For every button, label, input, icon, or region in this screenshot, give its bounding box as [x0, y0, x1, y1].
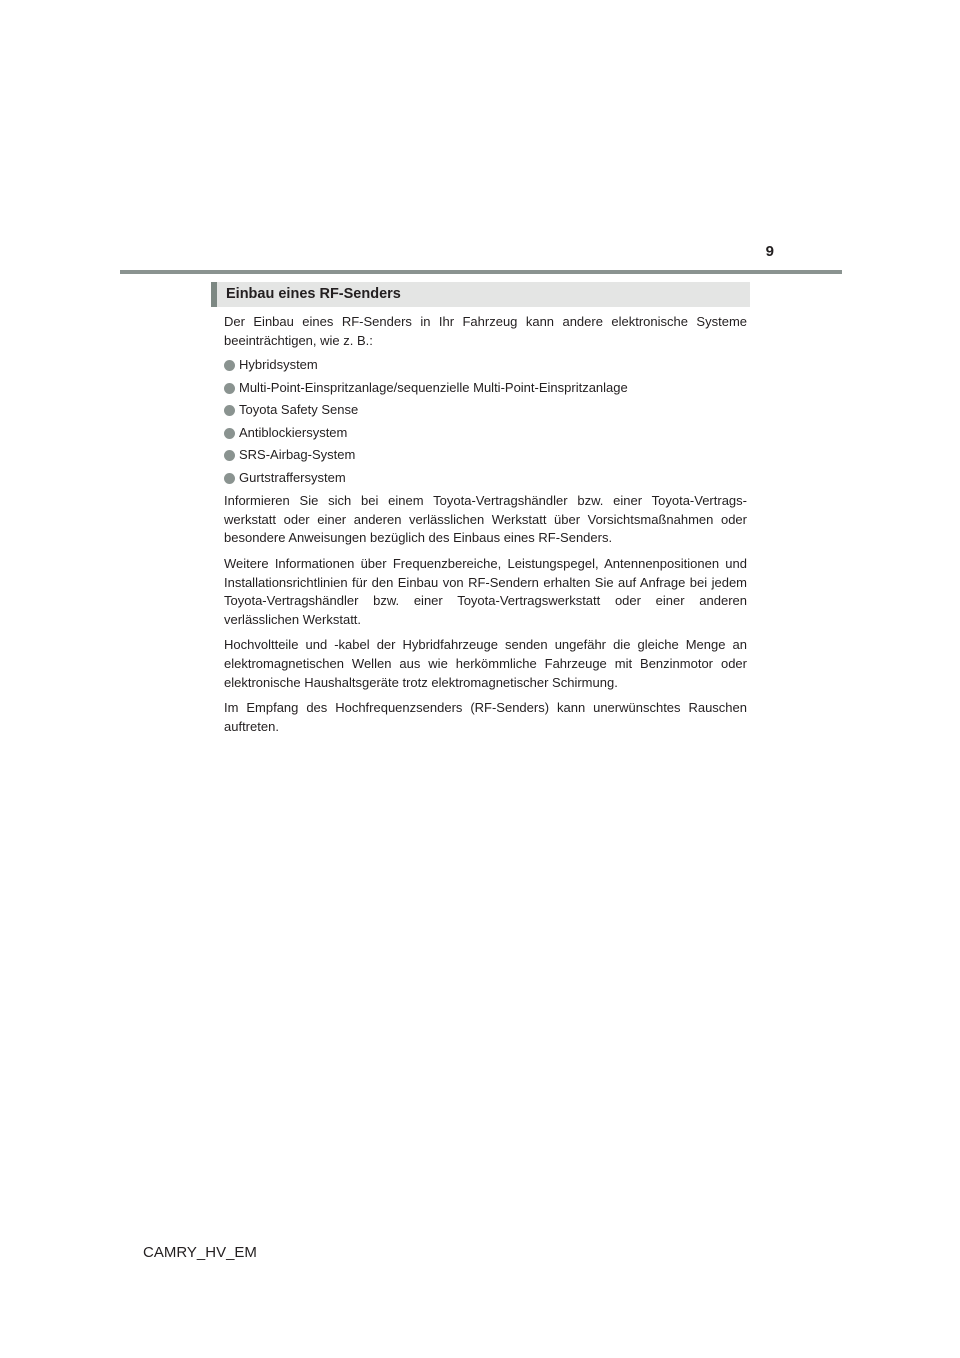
list-item	[224, 425, 747, 442]
dealer-info-paragraph: Informieren Sie sich bei einem Toyota-Vertragshändler bzw. einer Toyota-Vertrags-werkstatt oder einer anderen verlässlichen Werkstatt über Vorsichtsmaßnahmen oder besondere Anweisungen bezüglich des Einbaus eines RF-Senders.	[224, 493, 747, 546]
noise-paragraph: Im Empfang des Hochfrequenzsenders (RF-Senders) kann unerwünschtes Rauschen auftreten.	[224, 700, 747, 734]
section-content	[224, 313, 747, 743]
section-header	[211, 282, 750, 307]
list-item	[224, 357, 747, 374]
bullet-icon	[224, 473, 235, 484]
list-item-label: Toyota Safety Sense	[239, 402, 359, 418]
list-item	[224, 447, 747, 464]
bullet-icon	[224, 450, 235, 461]
header-rule	[120, 270, 842, 274]
section-title: Einbau eines RF-Senders	[226, 286, 401, 302]
list-item	[224, 402, 747, 419]
intro-paragraph: Der Einbau eines RF-Senders in Ihr Fahrzeug kann andere elektronische Systeme beeinträchtigen, wie z. B.:	[224, 314, 747, 348]
affected-systems-list	[224, 357, 747, 486]
list-item-label: Gurtstraffersystem	[239, 469, 346, 485]
list-item-label: Multi-Point-Einspritzanlage/sequenzielle Multi-Point-Einspritzanlage	[239, 379, 628, 395]
bullet-icon	[224, 383, 235, 394]
list-item	[224, 470, 747, 487]
high-voltage-paragraph: Hochvoltteile und -kabel der Hybridfahrzeuge senden ungefähr die gleiche Menge an elektromagnetischen Wellen aus wie herkömmliche Fahrzeuge mit Benzinmotor oder elektronische Haushaltsgeräte trotz elektromagnetischer Schirmung.	[224, 637, 747, 690]
list-item-label: Antiblockiersystem	[239, 424, 348, 440]
page-number: 9	[765, 243, 774, 260]
installation-info-paragraph: Weitere Informationen über Frequenzbereiche, Leistungspegel, Antennenpositionen und Installationsrichtlinien für den Einbau von RF-Sendern erhalten Sie auf Anfrage bei jedem Toyota-Vertragshändler bzw. einer Toyota-Vertragswerkstatt oder einer anderen verlässlichen Werkstatt.	[224, 555, 747, 627]
bullet-icon	[224, 405, 235, 416]
footer-code: CAMRY_HV_EM	[143, 1244, 257, 1261]
section-header-bar	[211, 282, 217, 307]
list-item	[224, 380, 747, 397]
list-item-label: Hybridsystem	[239, 357, 318, 373]
bullet-icon	[224, 360, 235, 371]
list-item-label: SRS-Airbag-System	[239, 447, 356, 463]
bullet-icon	[224, 428, 235, 439]
